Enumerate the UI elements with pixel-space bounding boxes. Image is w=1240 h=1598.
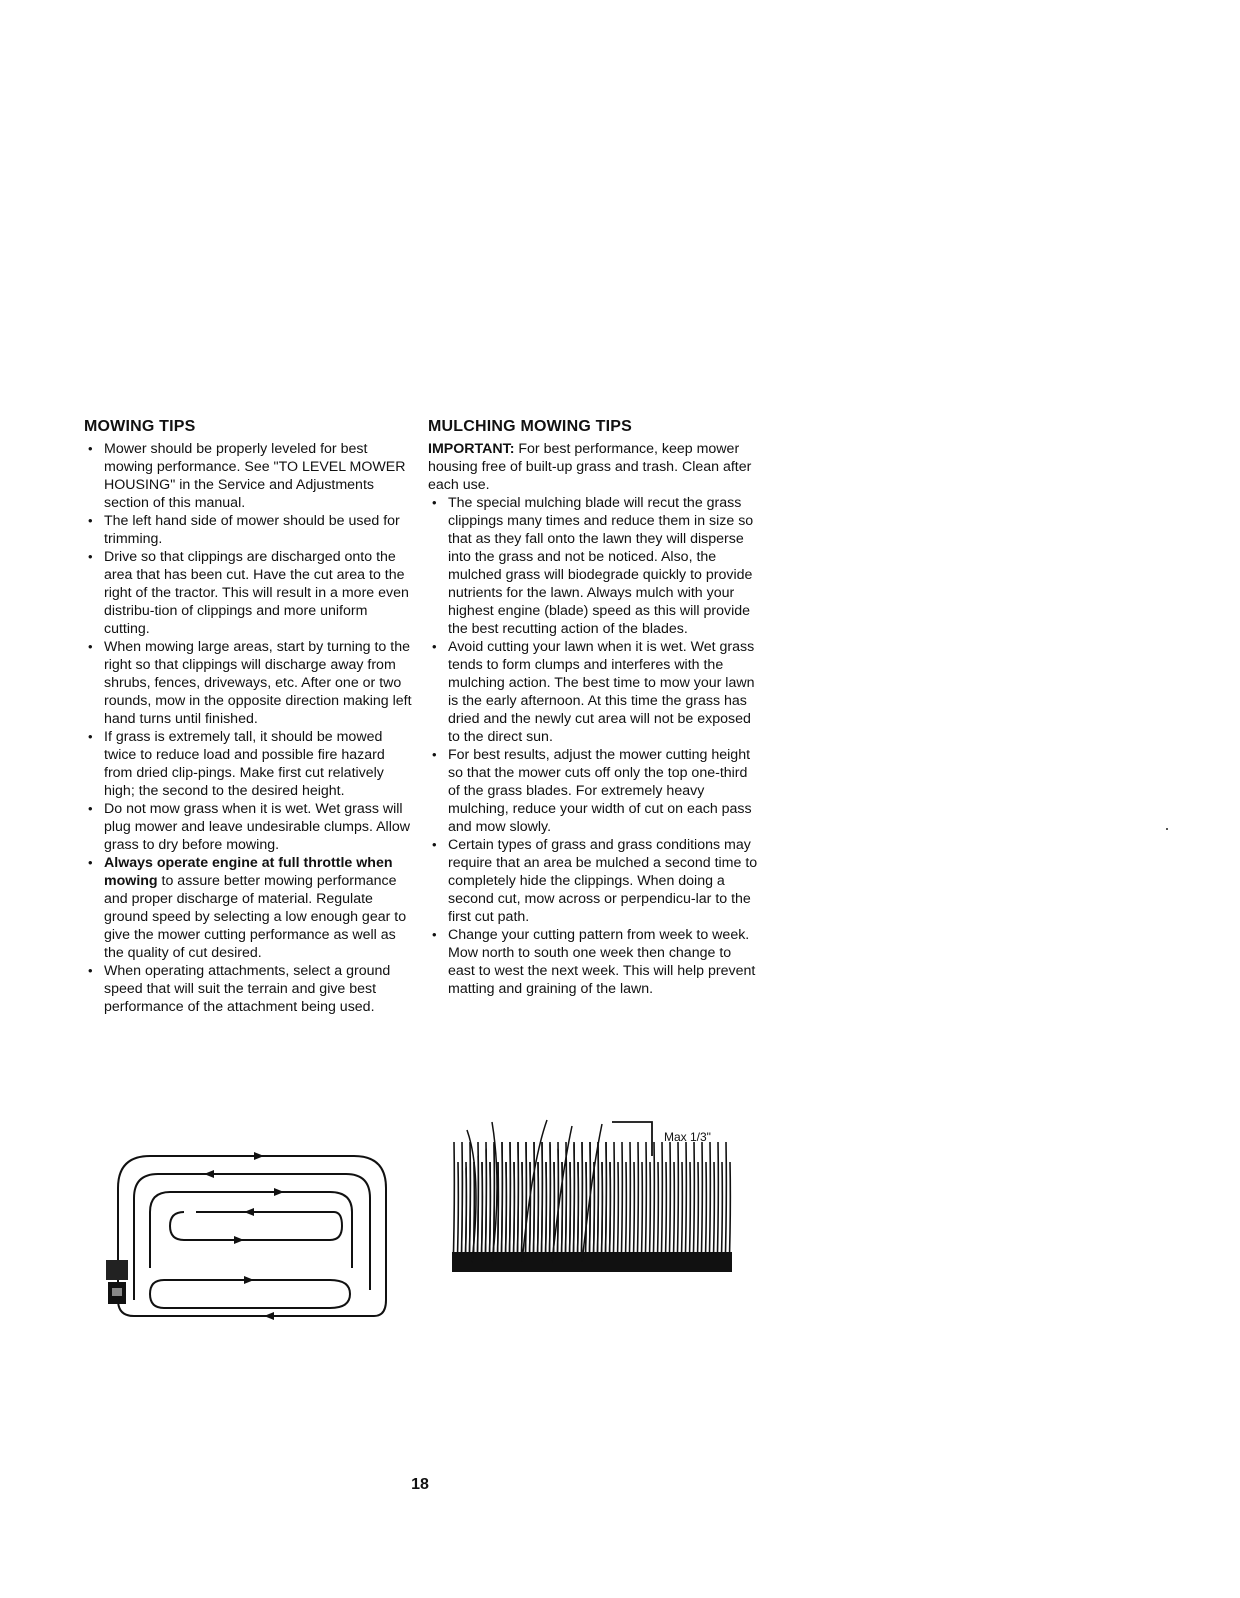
list-item: • Mower should be properly leveled for best mowing performance. See "TO LEVEL MOWER HOUSING" in the Service and Adjustments section of this manual. (84, 440, 414, 512)
full-throttle-emphasis: Always operate engine at full throttle when mowing (104, 855, 393, 889)
page-number: 18 (411, 1476, 429, 1493)
mowing-tips-section (84, 418, 414, 1016)
inner-loop (170, 1212, 342, 1240)
list-item: • Certain types of grass and grass conditions may require that an area be mulched a second time to completely hide the clippings. When doing a second cut, mow across or perpendicu-lar to the first cut path. (428, 836, 758, 926)
arrow-heads (204, 1152, 284, 1320)
third-path (150, 1192, 352, 1268)
list-item: • When mowing large areas, start by turning to the right so that clippings will discharge away from shrubs, fences, driveways, etc. After one or two rounds, mow in the opposite direction making left hand turns until finished. (84, 638, 414, 728)
important-label: IMPORTANT: (428, 441, 515, 457)
max-height-label: Max 1/3" (664, 1130, 711, 1144)
mowing-tips-heading: MOWING TIPS (84, 418, 196, 435)
list-item: • The left hand side of mower should be used for trimming. (84, 512, 414, 548)
list-item: • Change your cutting pattern from week to week. Mow north to south one week then change to east to west the next week. This will help prevent matting and graining of the lawn. (428, 926, 758, 998)
list-item: • Always operate engine at full throttle when mowing to assure better mowing performance and proper discharge of material. Regulate ground speed by selecting a low enough gear to give the mower cutting performance as well as the quality of cut desired. (84, 854, 414, 962)
important-note: IMPORTANT: For best performance, keep mower housing free of built-up grass and trash. Clean after each use. (428, 441, 752, 493)
lower-loop (150, 1280, 350, 1308)
list-item: • Drive so that clippings are discharged onto the area that has been cut. Have the cut area to the right of the tractor. This will result in a more even distribu-tion of clippings and more uniform cutting. (84, 548, 414, 638)
mowing-tips-list (84, 440, 414, 1016)
mowing-pattern-diagram (104, 1150, 394, 1320)
outer-path (118, 1156, 386, 1300)
list-item: • The special mulching blade will recut the grass clippings many times and reduce them in size so that as they fall onto the lawn they will disperse into the grass and not be noticed. Also, the mulched grass will biodegrade quickly to provide nutrients for the lawn. Always mulch with your highest engine (blade) speed as this will provide the best recutting action of the blades. (428, 494, 758, 638)
mulching-tips-section (428, 418, 758, 998)
list-item: • For best results, adjust the mower cutting height so that the mower cuts off only the top one-third of the grass blades. For extremely heavy mulching, reduce your width of cut on each pass and mow slowly. (428, 746, 758, 836)
list-item: • If grass is extremely tall, it should be mowed twice to reduce load and possible fire hazard from dried clip-pings. Make first cut relatively high; the second to the desired height. (84, 728, 414, 800)
scan-speck (1166, 828, 1168, 830)
list-item: • Do not mow grass when it is wet. Wet grass will plug mower and leave undesirable clumps. Allow grass to dry before mowing. (84, 800, 414, 854)
list-item: • When operating attachments, select a ground speed that will suit the terrain and give best performance of the attachment being used. (84, 962, 414, 1016)
list-item: • Avoid cutting your lawn when it is wet. Wet grass tends to form clumps and interferes with the mulching action. The best time to mow your lawn is the early afternoon. At this time the grass has dried and the newly cut area will not be exposed to the direct sun. (428, 638, 758, 746)
mulching-tips-list (428, 494, 758, 998)
mulching-tips-heading: MULCHING MOWING TIPS (428, 418, 632, 435)
tractor-icon (106, 1260, 128, 1304)
